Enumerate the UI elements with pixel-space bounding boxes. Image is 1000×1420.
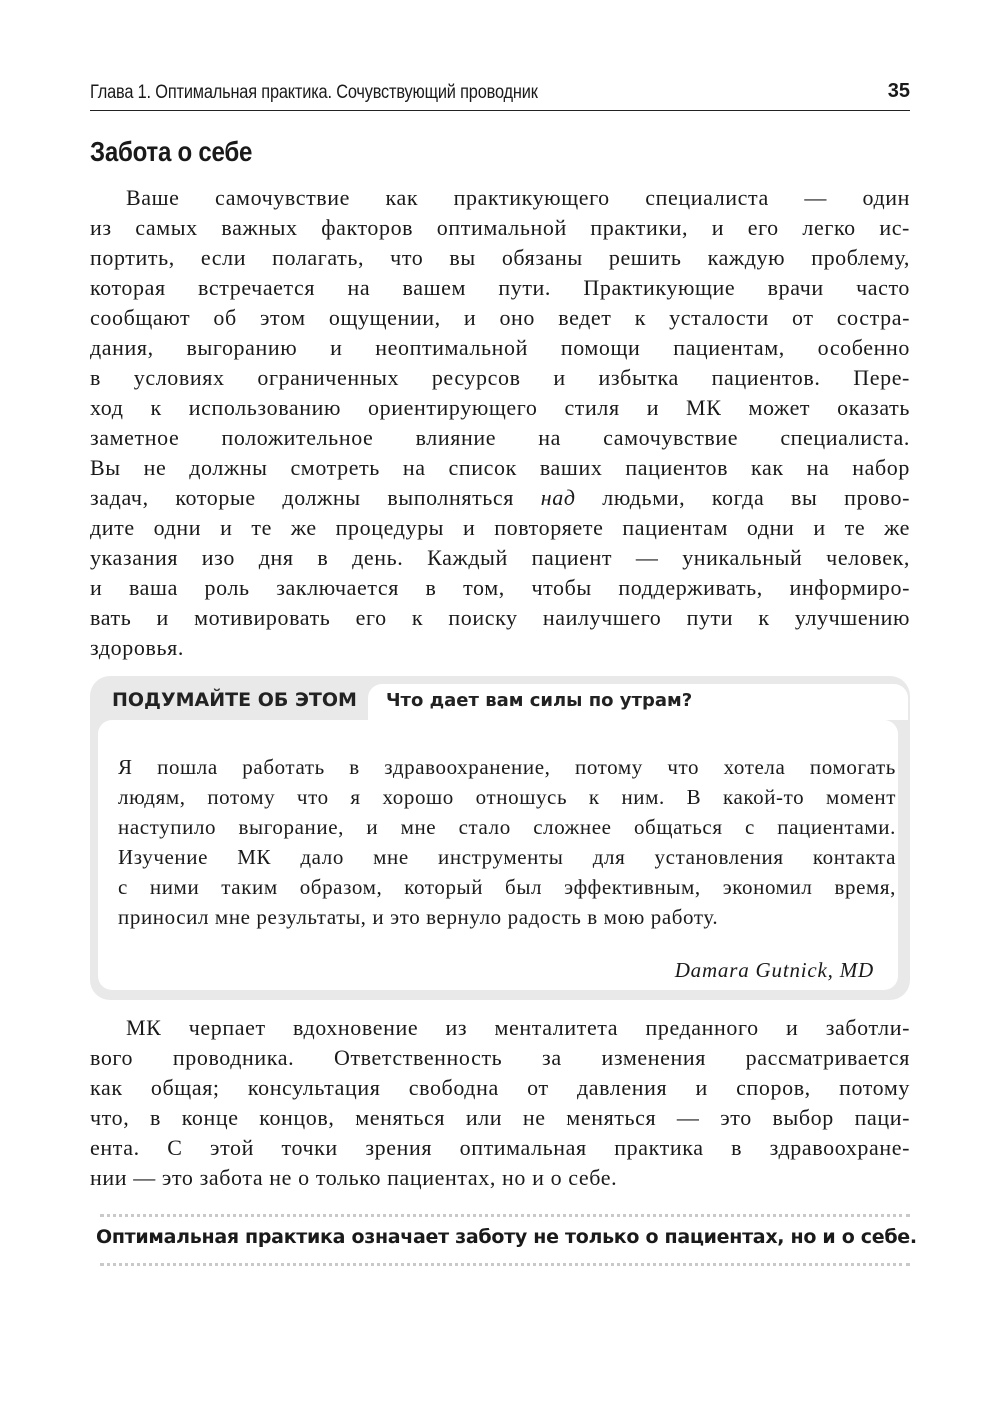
chapter-title: Глава 1. Оптимальная практика. Сочувствующий проводник [90, 82, 538, 103]
paragraph-line: дания, выгоранию и неоптимальной помощи пациентам, особенно [90, 335, 910, 360]
paragraph-line: заметное положительное влияние на самочувствие специалиста. [90, 425, 910, 450]
callout-quote [118, 752, 896, 932]
paragraph-line: МК черпает вдохновение из менталитета преданного и заботли- [126, 1015, 910, 1040]
dotted-divider-top [100, 1214, 910, 1217]
paragraph-line: портить, если полагать, что вы обязаны решить каждую проблему, [90, 245, 910, 270]
page-number: 35 [887, 80, 910, 102]
line-part: задач, которые должны выполняться [90, 485, 515, 510]
quote-line: Я пошла работать в здравоохранение, потому что хотела помогать [118, 755, 896, 779]
emphasis-word: над [540, 485, 576, 510]
paragraph-line: сообщают об этом ощущении, и оно ведет к усталости от состра- [90, 305, 910, 330]
paragraph-line: Вы не должны смотреть на список ваших пациентов как на набор [90, 455, 910, 480]
callout-body [98, 720, 898, 990]
paragraph-line-with-emphasis [90, 483, 910, 513]
quote-line: людям, потому что я хорошо отношусь к ним. В какой-то момент [118, 785, 896, 809]
paragraph-line: ента. С этой точки зрения оптимальная практика в здравоохране- [90, 1135, 910, 1160]
callout-question-tab [368, 684, 908, 720]
quote-attribution: Damara Gutnick, MD [674, 958, 874, 982]
quote-line: приносил мне результаты, и это вернуло радость в мою работу. [118, 905, 719, 929]
paragraph-line: ход к использованию ориентирующего стиля и МК может оказать [90, 395, 910, 420]
line-part: людьми, когда вы прово- [602, 485, 911, 510]
paragraph-line: в условиях ограниченных ресурсов и избытка пациентов. Пере- [90, 365, 910, 390]
paragraph-line: здоровья. [90, 635, 184, 660]
callout-label: ПОДУМАЙТЕ ОБ ЭТОМ [112, 689, 357, 711]
paragraph-line: нии — это забота не о только пациентах, но и о себе. [90, 1165, 618, 1190]
paragraph-line: из самых важных факторов оптимальной практики, и его легко ис- [90, 215, 910, 240]
body-paragraph-1 [90, 183, 910, 663]
quote-line: Изучение МК дало мне инструменты для установления контакта [118, 845, 896, 869]
paragraph-line: дите одни и те же процедуры и повторяете пациентам одни и те же [90, 515, 910, 540]
key-takeaway: Оптимальная практика означает заботу не только о пациентах, но и о себе. [96, 1226, 917, 1248]
paragraph-line: указания изо дня в день. Каждый пациент — уникальный человек, [90, 545, 910, 570]
section-title: Забота о себе [90, 136, 253, 167]
quote-line: с ними таким образом, который был эффективным, экономил время, [118, 875, 896, 899]
body-paragraph-2 [90, 1013, 910, 1193]
paragraph-line: Ваше самочувствие как практикующего специалиста — один [126, 185, 910, 210]
paragraph-line: вого проводника. Ответственность за изменения рассматривается [90, 1045, 910, 1070]
running-header [90, 80, 910, 111]
dotted-divider-bottom [100, 1263, 910, 1266]
paragraph-line: как общая; консультация свободна от давления и споров, потому [90, 1075, 910, 1100]
quote-line: наступило выгорание, и мне стало сложнее общаться с пациентами. [118, 815, 896, 839]
paragraph-line: что, в конце концов, меняться или не меняться — это выбор паци- [90, 1105, 910, 1130]
paragraph-line: которая встречается на вашем пути. Практикующие врачи часто [90, 275, 910, 300]
think-about-it-box [90, 676, 910, 1000]
callout-question: Что дает вам силы по утрам? [386, 690, 693, 711]
paragraph-line: и ваша роль заключается в том, чтобы поддерживать, информиро- [90, 575, 910, 600]
paragraph-line: вать и мотивировать его к поиску наилучшего пути к улучшению [90, 605, 910, 630]
